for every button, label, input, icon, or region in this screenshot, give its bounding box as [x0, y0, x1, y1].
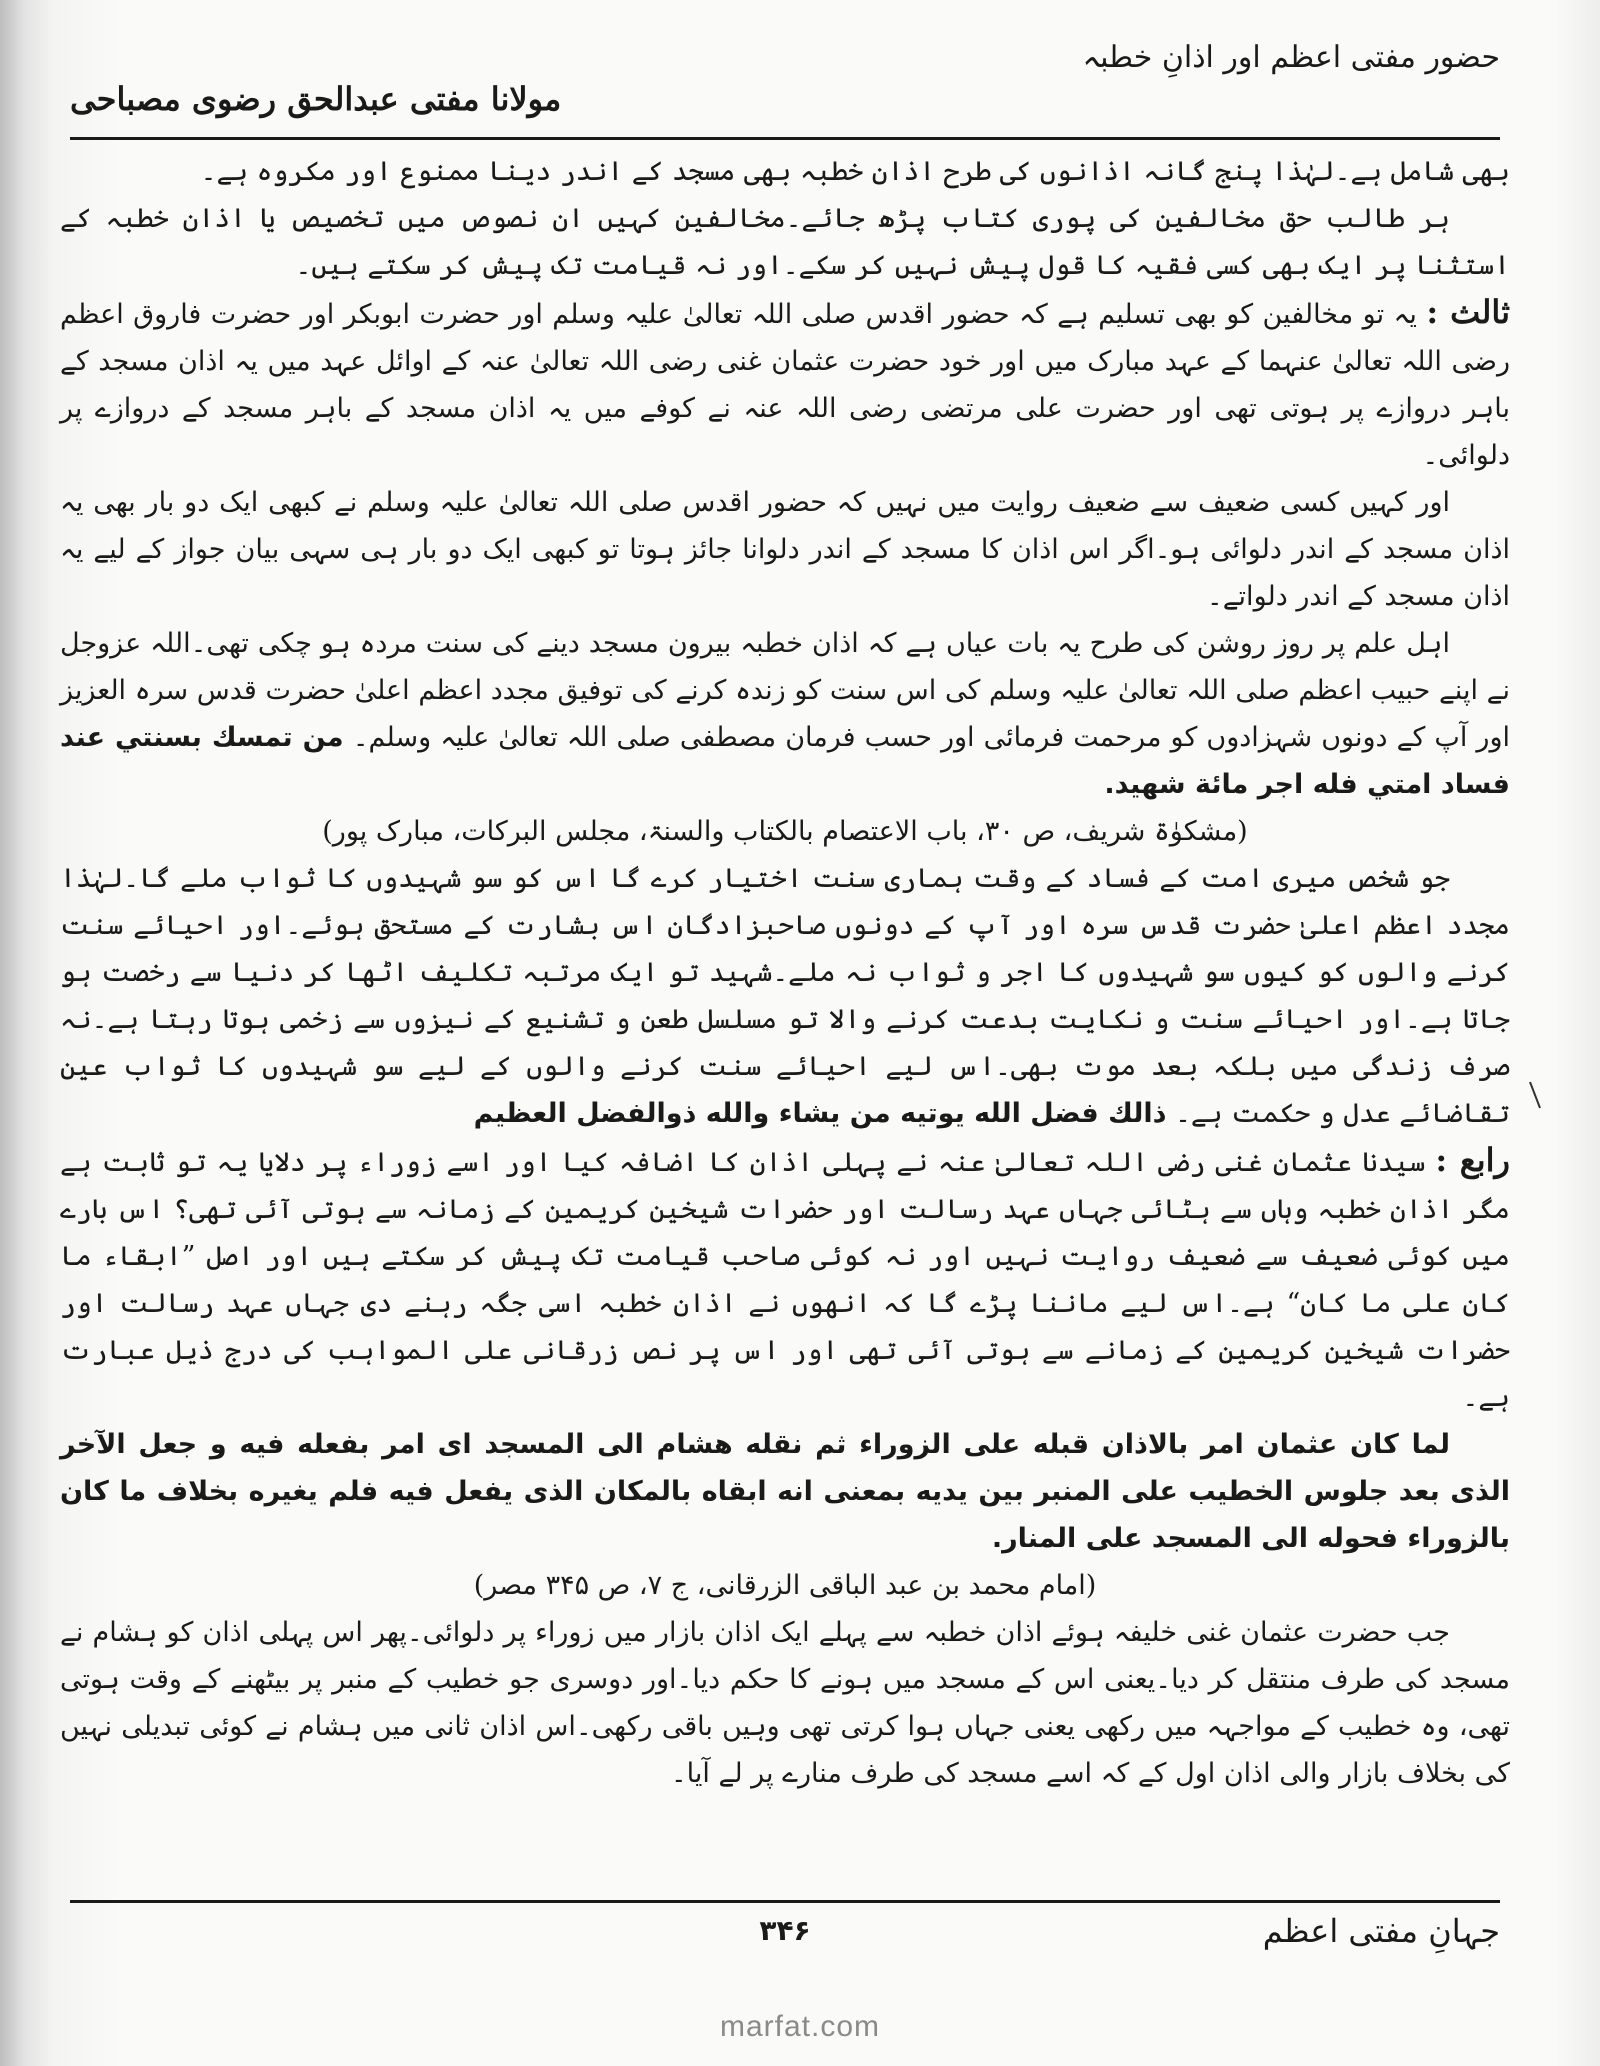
- paragraph-6-text: جو شخص میری امت کے فساد کے وقت ہماری سنت اختیار کرے گا اس کو سو شہیدوں کا ثواب ملے گا۔لہٰذا مجدد اعظم اعلیٰ حضرت قدس سرہ اور آپ کے دونوں صاحبزادگان اس بشارت کے مستحق ہوئے۔اور احیائے سنت کرنے والوں کو کیوں سو شہیدوں کا اجر و ثواب نہ ملے۔شہید تو ایک مرتبہ تکلیف اٹھا کر دنیا سے رخصت ہو جاتا ہے۔اور احیائے سنت و نکایت بدعت کرنے والا تو مسلسل طعن و تشنیع کے نیزوں سے زخمی ہوتا رہتا ہے۔نہ صرف زندگی میں بلکہ بعد موت بھی۔اس لیے احیائے سنت کرنے والوں کے لیے سو شہیدوں کا ثواب عین تقاضائے عدل و حکمت ہے۔: [60, 863, 1510, 1129]
- hadith-quote: من تمسك بسنتي عند فساد امتي فله اجر مائة شهيد.: [60, 722, 1510, 800]
- citation-zurqani: (امام محمد بن عبد الباقی الزرقانی، ج ۷، ص ۳۴۵ مصر): [473, 1570, 1097, 1601]
- paragraph-5-text: اہل علم پر روز روشن کی طرح یہ بات عیاں ہے کہ اذان خطبہ بیرون مسجد دینے کی سنت مردہ ہو چکی تھی۔اللہ عزوجل نے اپنے حبیب اعظم صلی اللہ تعالیٰ علیہ وسلم کی اس سنت کو زندہ کرنے کی توفیق مجدد اعظم اعلیٰ حضرت قدس سرہ العزیز اور آپ کے دونوں شہزادوں کو مرحمت فرمائی اور حسب فرمان مصطفی صلی اللہ تعالیٰ علیہ وسلم۔: [60, 628, 1510, 753]
- running-footer: [70, 1912, 1500, 1962]
- paragraph-7: [60, 1137, 1510, 1421]
- paragraph-7-text: سیدنا عثمان غنی رضی اللہ تعالیٰ عنہ نے پہلی اذان کا اضافہ کیا اور اسے زوراء پر دلایا یہ تو ثابت ہے مگر اذان خطبہ وہاں سے ہٹائی جہاں عہد رسالت اور حضرات شیخین کریمین کے زمانہ سے ہوتی آئی تھی؟ اس بارے میں کوئی ضعیف سے ضعیف روایت نہیں اور نہ کوئی صاحب قیامت تک پیش کر سکتے ہیں اور اصل ”ابقاء ما كان على ما كان“ ہے۔اس لیے ماننا پڑے گا کہ انھوں نے اذان خطبہ اسی جگہ رہنے دی جہاں عہد رسالت اور حضرات شیخین کریمین کے زمانے سے ہوتی آئی تھی اور اس پر نص زرقانی علی المواہب کی درج ذیل عبارت ہے۔: [60, 1147, 1510, 1413]
- header-rule: [70, 137, 1500, 140]
- paragraph-6: [60, 855, 1510, 1137]
- running-header: [70, 40, 1500, 125]
- quran-quote: ذالك فضل الله يوتيه من يشاء والله ذوالفضل العظيم: [473, 1098, 1167, 1129]
- pen-mark-icon: [1528, 1080, 1542, 1110]
- footer-journal-name: جہانِ مفتی اعظم: [1262, 1912, 1500, 1950]
- header-title: حضور مفتی اعظم اور اذانِ خطبہ: [1082, 40, 1500, 75]
- paragraph-4: اور کہیں کسی ضعیف سے ضعیف روایت میں نہیں کہ حضور اقدس صلی اللہ تعالیٰ علیہ وسلم نے کبھی ایک دو بار بھی یہ اذان مسجد کے اندر دلوائی ہو۔اگر اس اذان کا مسجد کے اندر دلوانا جائز ہوتا تو کبھی ایک دو بار ہی سہی بیان جواز کے لیے یہ اذان مسجد کے اندر دلواتے۔: [60, 487, 1510, 612]
- paragraph-5: [60, 620, 1510, 808]
- citation-mishkat: (مشکوٰۃ شریف، ص ۳۰، باب الاعتصام بالکتاب والسنۃ، مجلس البرکات، مبارک پور): [322, 816, 1248, 847]
- section-label-rabi: رابع :: [1435, 1141, 1510, 1179]
- arabic-zurqani-block: لما كان عثمان امر بالاذان قبله على الزوراء ثم نقله هشام الى المسجد اى امر بفعله فيه و جعل الآخر الذى بعد جلوس الخطيب على المنبر بين يديه بمعنى انه ابقاه بالمكان الذى يفعل فيه فلم يغيره بخلاف ما كان بالزوراء فحوله الى المسجد على المنار.: [60, 1429, 1510, 1554]
- watermark: marfat.com: [719, 2010, 881, 2043]
- paragraph-8: جب حضرت عثمان غنی خلیفہ ہوئے اذان خطبہ سے پہلے ایک اذان بازار میں زوراء پر دلوائی۔پھر اس پہلی اذان کو ہشام نے مسجد کی طرف منتقل کر دیا۔یعنی اس کے مسجد میں ہونے کا حکم دیا۔اور دوسری جو خطیب کے منبر پر بیٹھنے کے وقت ہوتی تھی، وہ خطیب کے مواجہہ میں رکھی یعنی جہاں ہوا کرتی تھی وہیں باقی رکھی۔اس اذان ثانی میں ہشام نے کوئی تبدیلی نہیں کی بخلاف بازار والی اذان اول کے کہ اسے مسجد کی طرف منارے پر لے آیا۔: [60, 1617, 1510, 1789]
- footer-rule: [70, 1900, 1500, 1903]
- article-body: [60, 148, 1510, 1888]
- page-number: ۳۴۶: [759, 1914, 811, 1947]
- paragraph-2: ہر طالب حق مخالفین کی پوری کتاب پڑھ جائے۔مخالفین کہیں ان نصوص میں تخصیص یا اذان خطبہ کے استثنا پر ایک بھی کسی فقیہ کا قول پیش نہیں کر سکے۔اور نہ قیامت تک پیش کر سکتے ہیں۔: [60, 203, 1510, 281]
- paragraph-3-text: یہ تو مخالفین کو بھی تسلیم ہے کہ حضور اقدس صلی اللہ تعالیٰ علیہ وسلم اور حضرت ابوبکر اور حضرت فاروق اعظم رضی اللہ تعالیٰ عنہما کے عہد مبارک میں اور خود حضرت عثمان غنی رضی اللہ تعالیٰ عنہ کے اوائل عہد میں یہ اذان مسجد کے باہر دروازے پر ہوتی تھی اور حضرت علی مرتضی رضی اللہ عنہ نے کوفے میں یہ اذان مسجد کے باہر مسجد کے دروازے پر دلوائی۔: [60, 299, 1510, 471]
- paragraph-3: [60, 289, 1510, 479]
- header-author: مولانا مفتی عبدالحق رضوی مصباحی: [70, 80, 562, 118]
- paragraph-1: بھی شامل ہے۔لہٰذا پنج گانہ اذانوں کی طرح اذان خطبہ بھی مسجد کے اندر دینا ممنوع اور مکروہ ہے۔: [200, 156, 1510, 187]
- section-label-thalith: ثالث :: [1426, 293, 1510, 331]
